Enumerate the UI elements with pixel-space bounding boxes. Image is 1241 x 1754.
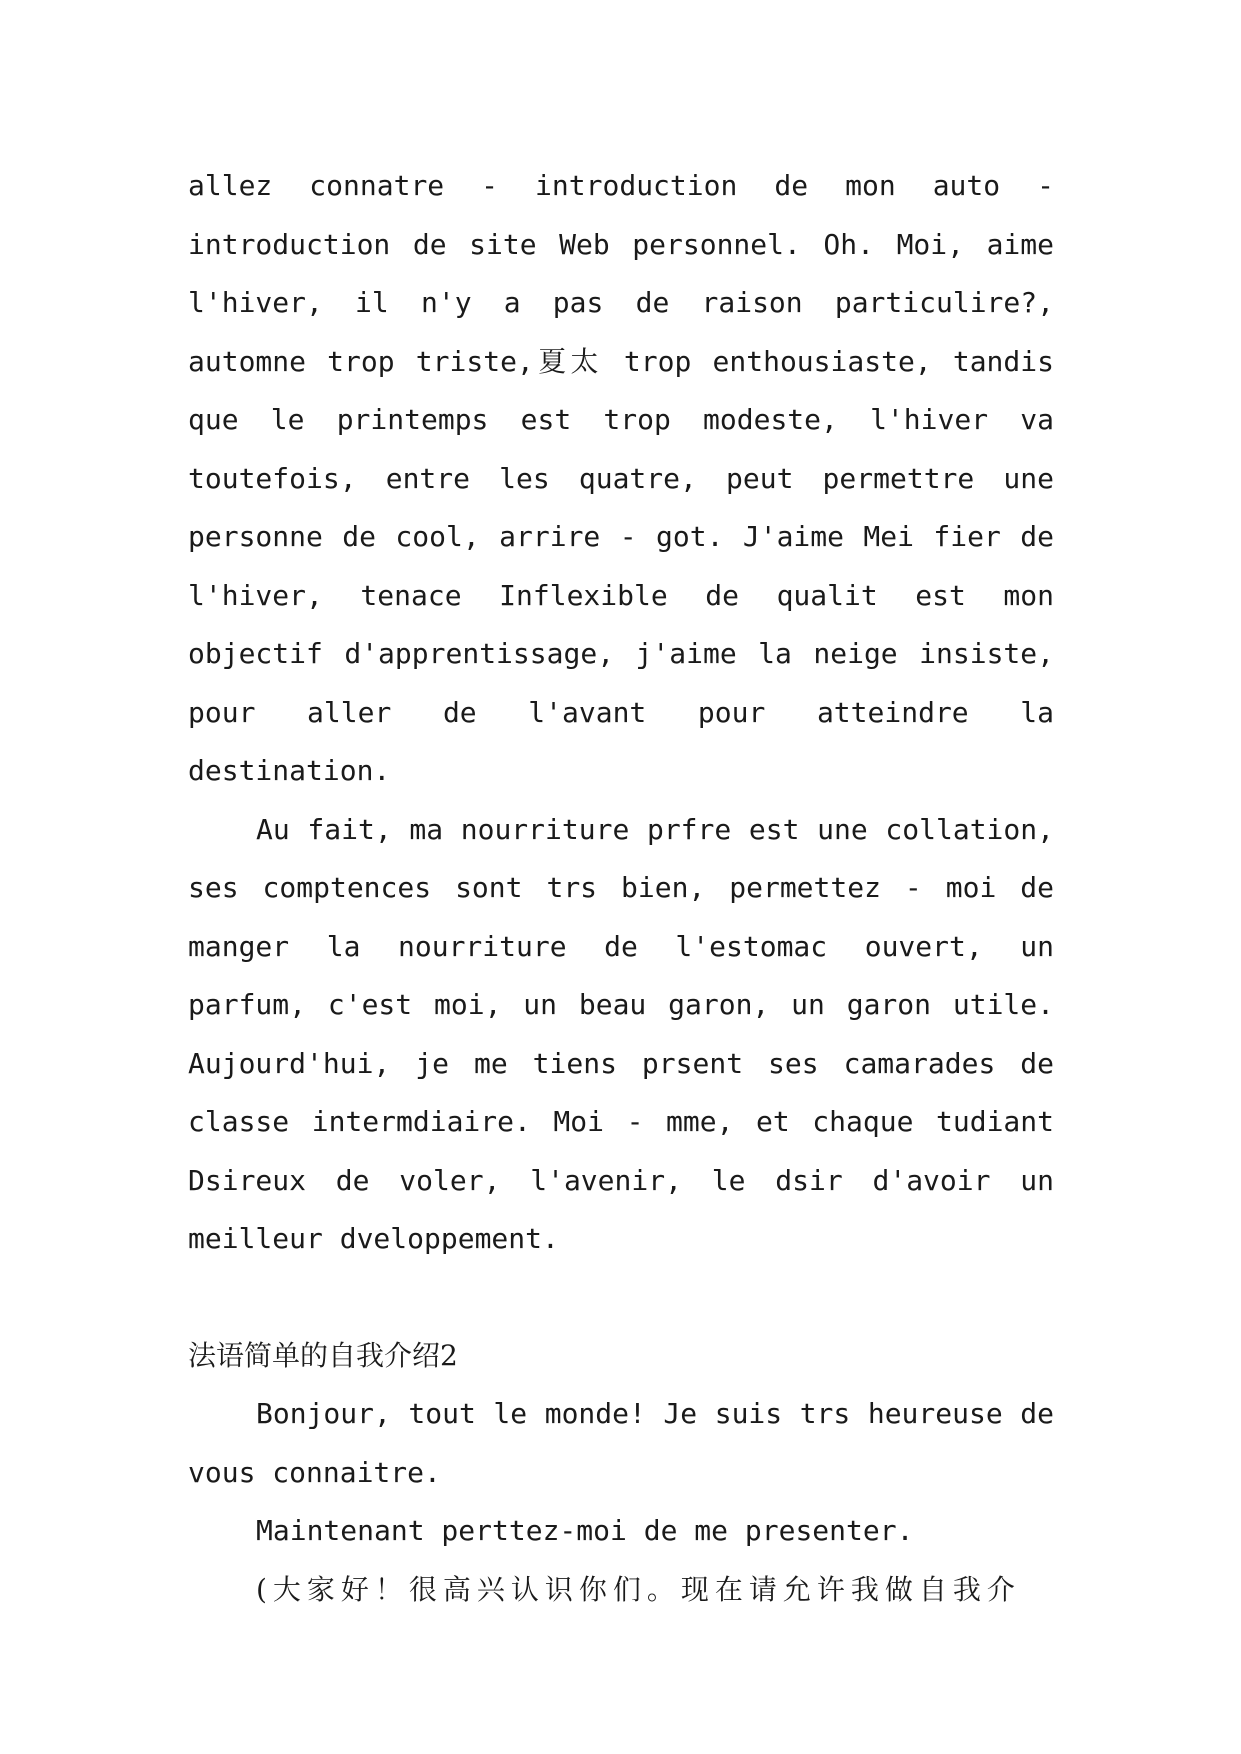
section-heading: 法语简单的自我介绍2	[188, 1338, 458, 1372]
paragraph-presentation: Maintenant perttez-moi de me presenter.	[256, 1514, 914, 1547]
paragraph-greeting: Bonjour, tout le monde! Je suis trs heureuse de vous connaitre.	[188, 1397, 1054, 1489]
paragraph-food: Au fait, ma nourriture prfre est une collation, ses comptences sont trs bien, permettez - moi de manger la nourriture de l'estomac ouvert, un parfum, c'est moi, un beau garon, un garon utile. Aujourd'hui, je me tiens prsent ses camarades de classe intermdiaire. Moi - mme, et chaque tudiant Dsireux de voler, l'avenir, le dsir d'avoir un meilleur dveloppement.	[188, 812, 1054, 1255]
paragraph-chinese-translation: (大家好！很高兴认识你们。现在请允许我做自我介	[256, 1572, 1021, 1606]
document-body	[188, 157, 1054, 1619]
paragraph-intro-continued: allez connatre - introduction de mon auto - introduction de site Web personnel. Oh. Moi, aime l'hiver, il n'y a pas de raison particulire?, automne trop triste,夏太 trop enthousiaste, tandis que le printemps est trop modeste, l'hiver va toutefois, entre les quatre, peut permettre une personne de cool, arrire - got. J'aime Mei fier de l'hiver, tenace Inflexible de qualit est mon objectif d'apprentissage, j'aime la neige insiste, pour aller de l'avant pour atteindre la destination.	[188, 169, 1054, 787]
